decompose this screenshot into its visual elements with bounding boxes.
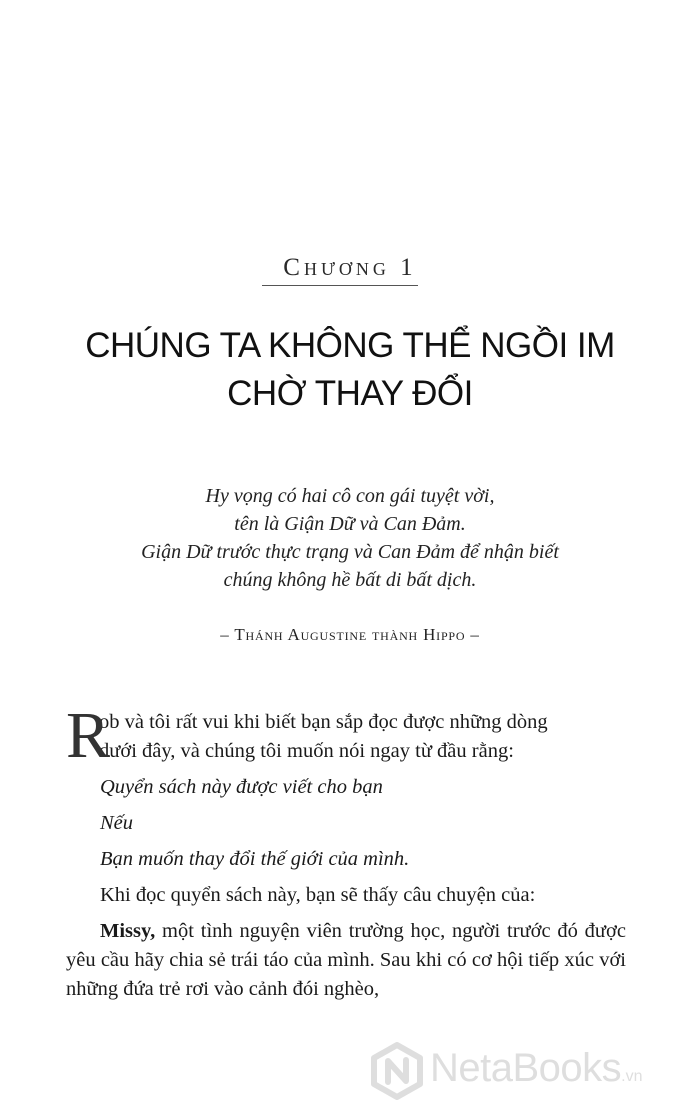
italic-line-2: Nếu <box>100 812 134 834</box>
epigraph-line-2: tên là Giận Dữ và Can Đảm. <box>234 513 466 535</box>
body-text <box>66 699 626 1004</box>
opening-line-1: ob và tôi rất vui khi biết bạn sắp đọc được những dòng <box>99 711 548 733</box>
netabooks-logo-icon <box>368 1042 426 1100</box>
opening-line-2: dưới đây, và chúng tôi muốn nói ngay từ đầu rằng: <box>99 740 514 762</box>
epigraph-line-1: Hy vọng có hai cô con gái tuyệt vời, <box>205 485 495 507</box>
epigraph-line-4: chúng không hề bất di bất dịch. <box>223 569 477 591</box>
epigraph-line-3: Giận Dữ trước thực trạng và Can Đảm để nhận biết <box>141 541 559 563</box>
italic-line-1: Quyển sách này được viết cho bạn <box>100 776 383 798</box>
missy-text: một tình nguyện viên trường học, người trước đó được yêu cầu hãy chia sẻ trái táo của mình. Sau khi có cơ hội tiếp xúc với những đứa trẻ rơi vào cảnh đói nghèo, <box>66 920 626 1000</box>
chapter-title-line-1: CHÚNG TA KHÔNG THỂ NGỒI IM <box>85 326 615 365</box>
watermark-text <box>430 1046 643 1091</box>
epigraph-attribution: – Thánh Augustine thành Hippo – <box>220 625 480 644</box>
chapter-underline <box>262 285 418 286</box>
missy-name: Missy, <box>100 920 156 942</box>
watermark-suffix: .vn <box>621 1068 643 1085</box>
watermark-brand: NetaBooks <box>430 1046 622 1090</box>
chapter-title-line-2: CHỜ THAY ĐỔI <box>227 374 473 413</box>
missy-paragraph <box>66 917 626 1004</box>
drop-cap: R <box>66 699 111 772</box>
italic-line-3: Bạn muốn thay đổi thế giới của mình. <box>100 848 410 870</box>
opening-paragraph <box>66 699 626 772</box>
chapter-label: Chương 1 <box>283 254 417 281</box>
epigraph <box>60 482 640 594</box>
watermark <box>368 1040 698 1100</box>
intro-line: Khi đọc quyển sách này, bạn sẽ thấy câu chuyện của: <box>100 884 536 906</box>
chapter-title <box>40 322 660 418</box>
